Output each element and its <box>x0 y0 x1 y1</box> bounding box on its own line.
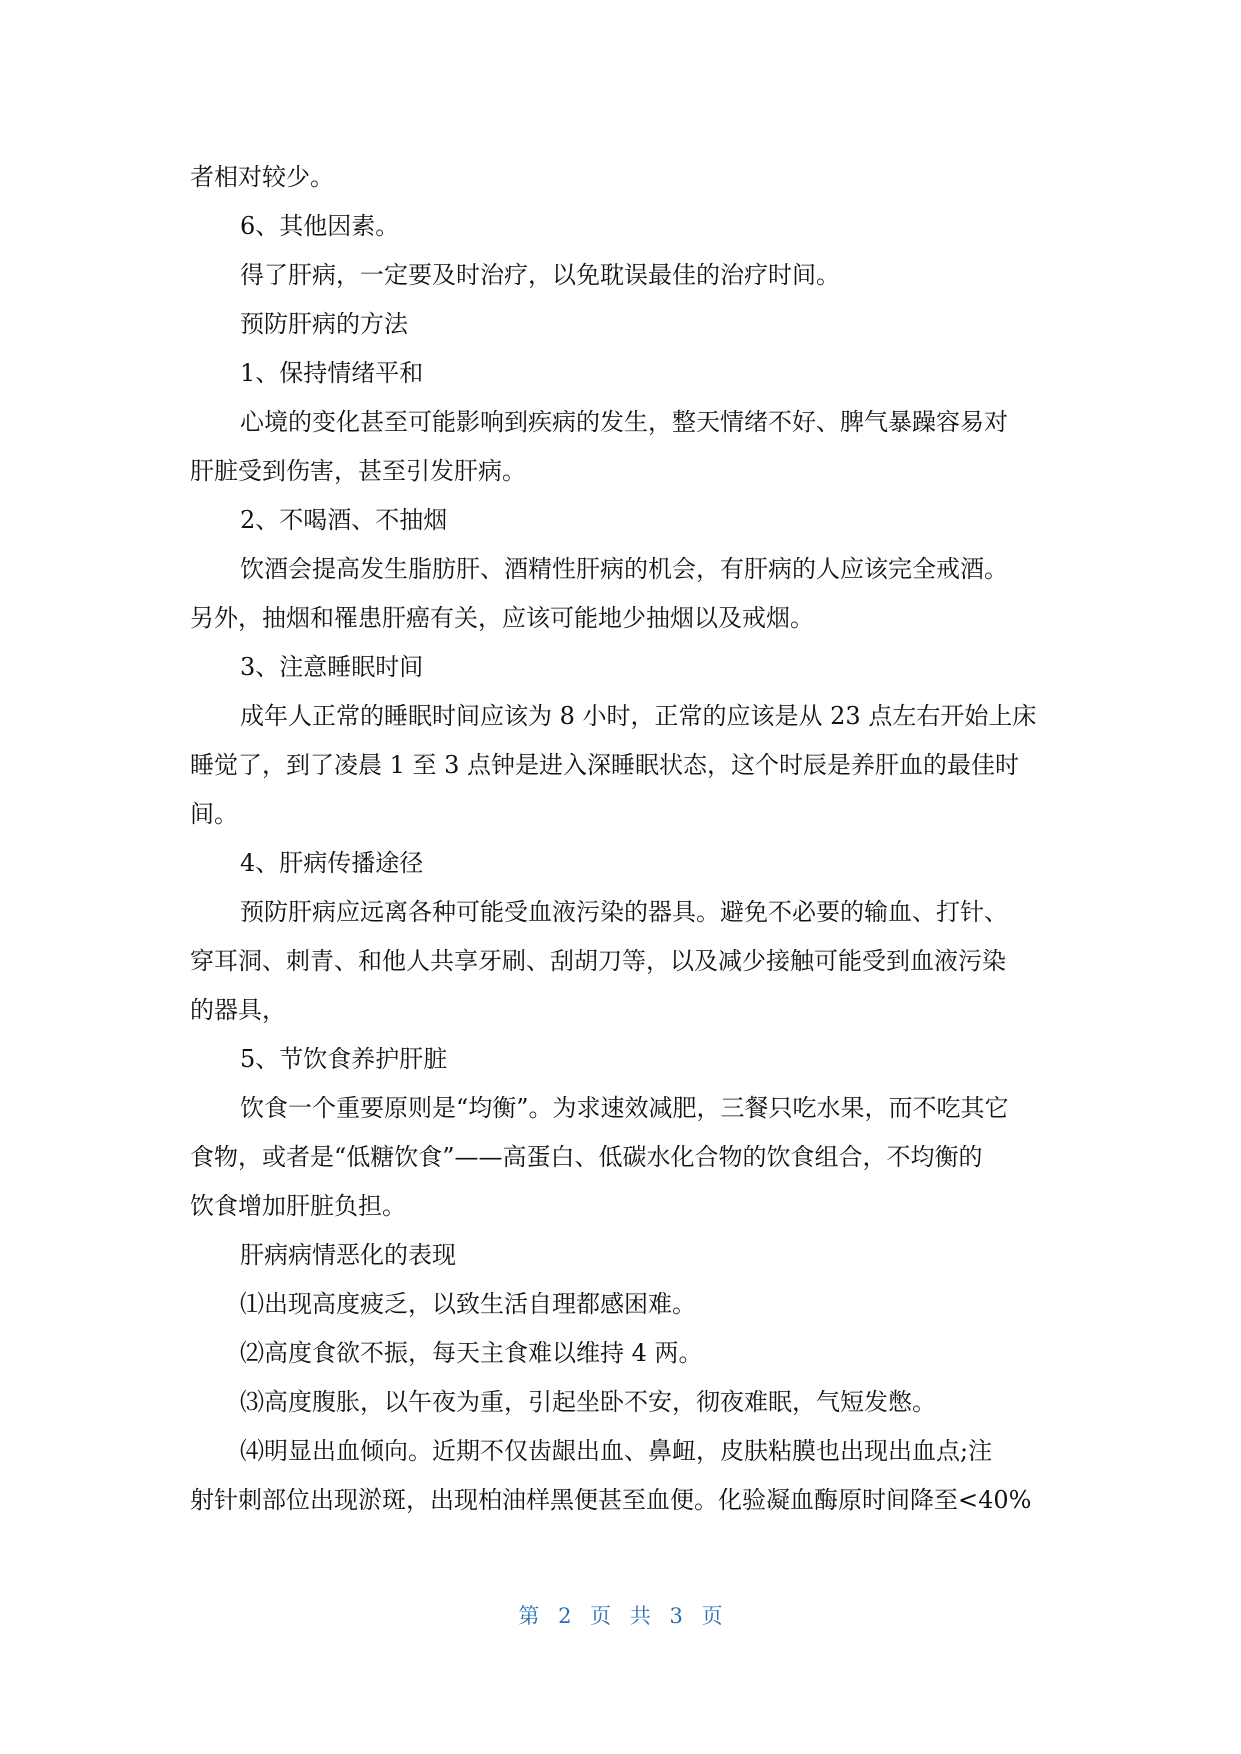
page-body <box>190 153 1052 1525</box>
footer-ye: 页 <box>590 1604 612 1628</box>
footer-total-pages: 3 <box>669 1604 683 1628</box>
section-heading: 肝病病情恶化的表现 <box>240 1241 456 1269</box>
paragraph-line: 间。 <box>190 800 238 828</box>
page-footer <box>0 1600 1241 1630</box>
paragraph-line: 饮食一个重要原则是“均衡”。为求速效减肥，三餐只吃水果，而不吃其它 <box>240 1094 1009 1122</box>
footer-page-number: 2 <box>558 1604 572 1628</box>
paragraph-line: 的器具， <box>190 996 286 1024</box>
paragraph-line: 穿耳洞、刺青、和他人共享牙刷、刮胡刀等，以及减少接触可能受到血液污染 <box>190 947 1006 975</box>
paragraph-line: 睡觉了，到了凌晨 1 至 3 点钟是进入深睡眠状态，这个时辰是养肝血的最佳时 <box>190 751 1020 779</box>
list-item: ⑵高度食欲不振，每天主食难以维持 4 两。 <box>240 1339 703 1367</box>
paragraph-line: 预防肝病应远离各种可能受血液污染的器具。避免不必要的输血、打针、 <box>240 898 1008 926</box>
paragraph-line: 饮酒会提高发生脂肪肝、酒精性肝病的机会，有肝病的人应该完全戒酒。 <box>240 555 1008 583</box>
footer-di: 第 <box>518 1604 540 1628</box>
list-heading: 2、不喝酒、不抽烟 <box>240 506 448 534</box>
list-item: ⑴出现高度疲乏，以致生活自理都感困难。 <box>240 1290 696 1318</box>
paragraph-line: 食物，或者是“低糖饮食”——高蛋白、低碳水化合物的饮食组合，不均衡的 <box>190 1143 983 1171</box>
paragraph-line: 成年人正常的睡眠时间应该为 8 小时，正常的应该是从 23 点左右开始上床 <box>240 702 1037 730</box>
paragraph: 得了肝病，一定要及时治疗，以免耽误最佳的治疗时间。 <box>240 261 840 289</box>
list-item: ⑷明显出血倾向。近期不仅齿龈出血、鼻衄，皮肤粘膜也出现出血点;注 <box>240 1437 993 1465</box>
section-heading: 预防肝病的方法 <box>240 310 408 338</box>
list-heading: 5、节饮食养护肝脏 <box>240 1045 448 1073</box>
text-line: 者相对较少。 <box>190 163 334 191</box>
paragraph-line: 心境的变化甚至可能影响到疾病的发生，整天情绪不好、脾气暴躁容易对 <box>240 408 1008 436</box>
list-heading: 1、保持情绪平和 <box>240 359 424 387</box>
footer-gong: 共 <box>629 1604 651 1628</box>
paragraph-line: 饮食增加肝脏负担。 <box>190 1192 406 1220</box>
paragraph-line: 另外，抽烟和罹患肝癌有关，应该可能地少抽烟以及戒烟。 <box>190 604 814 632</box>
footer-ye-2: 页 <box>701 1604 723 1628</box>
list-heading: 4、肝病传播途径 <box>240 849 424 877</box>
paragraph-line: 射针刺部位出现淤斑，出现柏油样黑便甚至血便。化验凝血酶原时间降至<40% <box>190 1486 1032 1514</box>
list-item: ⑶高度腹胀，以午夜为重，引起坐卧不安，彻夜难眠，气短发憋。 <box>240 1388 936 1416</box>
paragraph-line: 肝脏受到伤害，甚至引发肝病。 <box>190 457 526 485</box>
list-heading: 6、其他因素。 <box>240 212 400 240</box>
list-heading: 3、注意睡眠时间 <box>240 653 424 681</box>
